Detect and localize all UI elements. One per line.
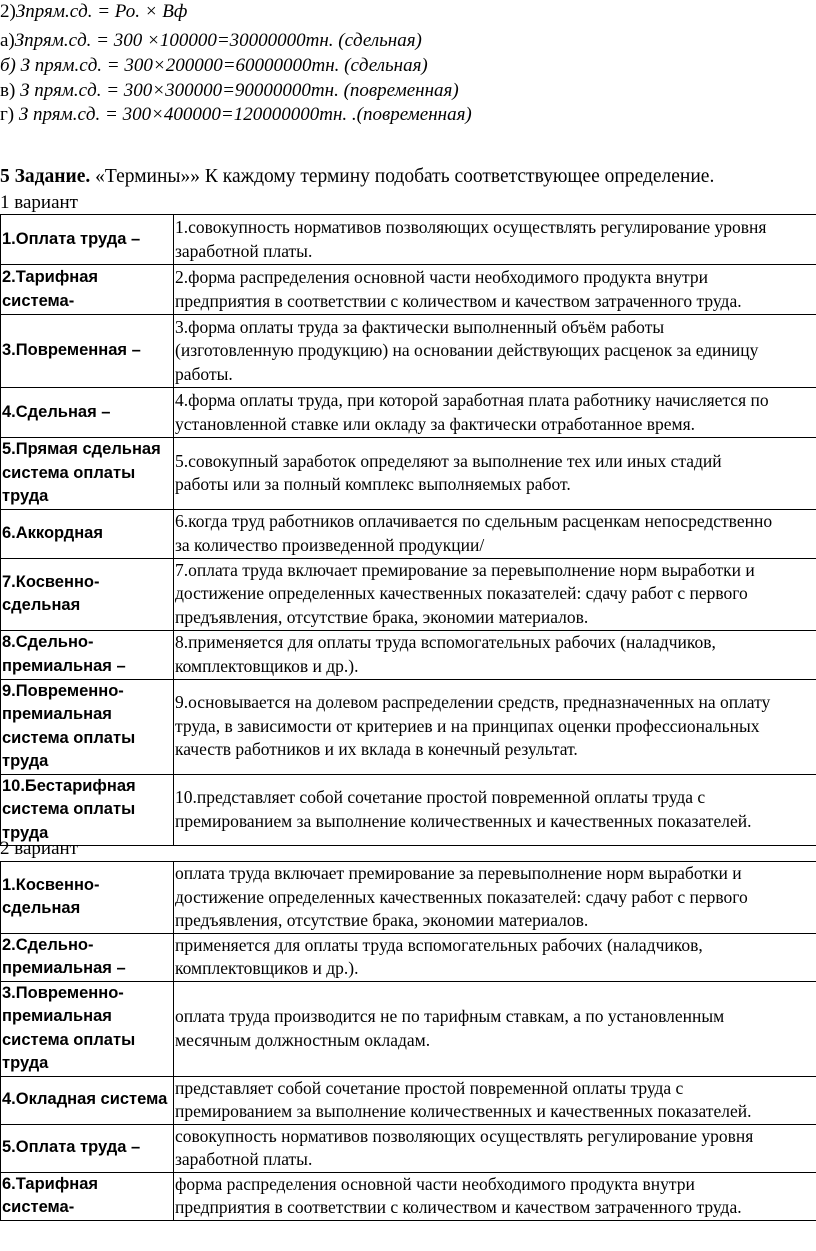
definition-line: предъявления, отсутствие брака, экономии материалов. <box>175 910 589 930</box>
definition-line: оплата труда производится не по тарифным ставкам, а по установленным <box>175 1006 725 1026</box>
definition-cell <box>174 438 816 510</box>
formula-text: З прям.сд. = 300×400000=120000000тн. .(повременная) <box>18 104 472 125</box>
definition-line: 10.представляет собой сочетание простой повременной оплаты труда с <box>175 787 706 808</box>
definition-cell <box>174 558 816 630</box>
term-cell: 5.Прямая сдельная система оплаты труда <box>1 438 174 510</box>
table-row <box>1 933 816 981</box>
definition-line: премированием за выполнение количественных и качественных показателей. <box>175 1101 752 1121</box>
term-cell: 2.Тарифная система- <box>1 265 174 315</box>
term-cell: 3.Повременная – <box>1 315 174 388</box>
definition-line: качеств работников и их вклада в конечный результат. <box>175 739 578 760</box>
definition-line: 1.совокупность нормативов позволяющих осуществлять регулирование уровня <box>175 217 767 237</box>
definition-line: работы. <box>175 363 233 384</box>
formula-prefix: б) <box>0 55 21 76</box>
definition-line: предъявления, отсутствие брака, экономии материалов. <box>175 606 589 627</box>
task-number: 5 Задание. <box>0 166 91 187</box>
table-row <box>1 388 816 438</box>
term-cell: 3.Повременно-премиальная система оплаты труда <box>1 981 174 1076</box>
table-row <box>1 1172 816 1220</box>
table-row <box>1 315 816 388</box>
definition-line: представляет собой сочетание простой повременной оплаты труда с <box>175 1077 684 1098</box>
definition-line: 8.применяется для оплаты труда вспомогательных рабочих (наладчиков, <box>175 632 716 652</box>
table-row <box>1 558 816 630</box>
formula-text: З прям.сд. = 300×200000=60000000тн. (сдельная) <box>20 55 428 76</box>
formula-line <box>0 79 459 103</box>
definition-cell <box>174 679 816 774</box>
formula-line <box>0 0 187 24</box>
variant-2-table <box>0 861 816 1221</box>
definition-line: 2.форма распределения основной части необходимого продукта внутри <box>175 267 709 287</box>
definition-line: предприятия в соответствии с количеством и качеством затраченного труда. <box>175 290 742 311</box>
definition-line: 6.когда труд работников оплачивается по сдельным расценкам непосредственно <box>175 511 773 531</box>
term-cell: 4.Сдельная – <box>1 388 174 438</box>
term-cell: 7.Косвенно-сдельная <box>1 558 174 630</box>
definition-cell <box>174 630 816 679</box>
definition-cell <box>174 1124 816 1172</box>
table-row <box>1 215 816 265</box>
definition-line: труда, в зависимости от критериев и на принципах оценки профессиональных <box>175 715 760 736</box>
table-row <box>1 774 816 846</box>
definition-line: заработной платы. <box>175 240 313 261</box>
definition-line: 4.форма оплаты труда, при которой заработная плата работнику начисляется по <box>175 390 769 410</box>
definition-cell <box>174 1172 816 1220</box>
table-row <box>1 981 816 1076</box>
definition-line: 9.основывается на долевом распределении средств, предназначенных на оплату <box>175 692 771 713</box>
formula-line <box>0 54 428 78</box>
term-cell: 9.Повременно-премиальная система оплаты труда <box>1 679 174 774</box>
table-row <box>1 630 816 679</box>
term-cell: 1.Косвенно-сдельная <box>1 862 174 934</box>
definition-line: за количество произведенной продукции/ <box>175 534 485 555</box>
term-cell: 5.Оплата труда – <box>1 1124 174 1172</box>
variant-2-label: 2 вариант <box>0 838 78 859</box>
definition-line: 3.форма оплаты труда за фактически выполненный объём работы <box>175 316 665 337</box>
table-row <box>1 438 816 510</box>
definition-line: предприятия в соответствии с количеством и качеством затраченного труда. <box>175 1197 742 1217</box>
definition-cell <box>174 315 816 388</box>
formula-line <box>0 29 422 53</box>
formula-line <box>0 103 472 127</box>
formula-text: Зпрям.сд. = Ро. × Вф <box>15 1 188 22</box>
definition-line: (изготовленную продукцию) на основании действующих расценок за единицу <box>175 340 759 361</box>
table-row <box>1 679 816 774</box>
definition-line: форма распределения основной части необходимого продукта внутри <box>175 1173 695 1194</box>
definition-cell <box>174 509 816 558</box>
definition-line: достижение определенных качественных показателей: сдачу работ с первого <box>175 583 748 604</box>
task-description: «Термины»» К каждому термину подобать соответствующее определение. <box>90 166 715 187</box>
task-heading <box>0 166 714 188</box>
term-cell: 10.Бестарифная система оплаты труда <box>1 774 174 846</box>
formula-text: З прям.сд. = 300×300000=90000000тн. (повременная) <box>20 80 459 101</box>
term-cell: 1.Оплата труда – <box>1 215 174 265</box>
variant-1-table <box>0 214 816 846</box>
definition-cell <box>174 862 816 934</box>
formula-prefix: а) <box>0 30 15 51</box>
table-row <box>1 1124 816 1172</box>
formula-prefix: г) <box>0 104 19 125</box>
table-row <box>1 265 816 315</box>
definition-line: установленной ставке или окладу за фактически отработанное время. <box>175 413 696 434</box>
formula-prefix: в) <box>0 80 21 101</box>
term-cell: 8.Сдельно-премиальная – <box>1 630 174 679</box>
definition-line: работы или за полный комплекс выполняемых работ. <box>175 474 571 495</box>
table-row <box>1 509 816 558</box>
variant-1-label: 1 вариант <box>0 192 78 213</box>
definition-cell <box>174 265 816 315</box>
definition-line: 7.оплата труда включает премирование за перевыполнение норм выработки и <box>175 559 755 580</box>
formula-prefix: 2) <box>0 1 16 22</box>
definition-line: заработной платы. <box>175 1149 313 1169</box>
definition-line: совокупность нормативов позволяющих осуществлять регулирование уровня <box>175 1125 754 1146</box>
term-cell: 6.Тарифная система- <box>1 1172 174 1220</box>
definition-line: достижение определенных качественных показателей: сдачу работ с первого <box>175 886 748 907</box>
definition-line: применяется для оплаты труда вспомогательных рабочих (наладчиков, <box>175 934 703 955</box>
table-row <box>1 862 816 934</box>
term-cell: 2.Сдельно-премиальная – <box>1 933 174 981</box>
definition-cell <box>174 981 816 1076</box>
definition-line: премированием за выполнение количественных и качественных показателей. <box>175 810 752 831</box>
formula-text: Зпрям.сд. = 300 ×100000=30000000тн. (сдельная) <box>14 30 422 51</box>
definition-line: месячным должностным окладам. <box>175 1029 431 1050</box>
table-row <box>1 1076 816 1124</box>
definition-cell <box>174 388 816 438</box>
term-cell: 4.Окладная система <box>1 1076 174 1124</box>
definition-cell <box>174 215 816 265</box>
definition-line: комплектовщиков и др.). <box>175 958 359 978</box>
definition-line: комплектовщиков и др.). <box>175 655 359 676</box>
definition-cell <box>174 1076 816 1124</box>
definition-cell <box>174 774 816 846</box>
definition-line: оплата труда включает премирование за перевыполнение норм выработки и <box>175 863 742 883</box>
definition-line: 5.совокупный заработок определяют за выполнение тех или иных стадий <box>175 450 722 471</box>
definition-cell <box>174 933 816 981</box>
term-cell: 6.Аккордная <box>1 509 174 558</box>
